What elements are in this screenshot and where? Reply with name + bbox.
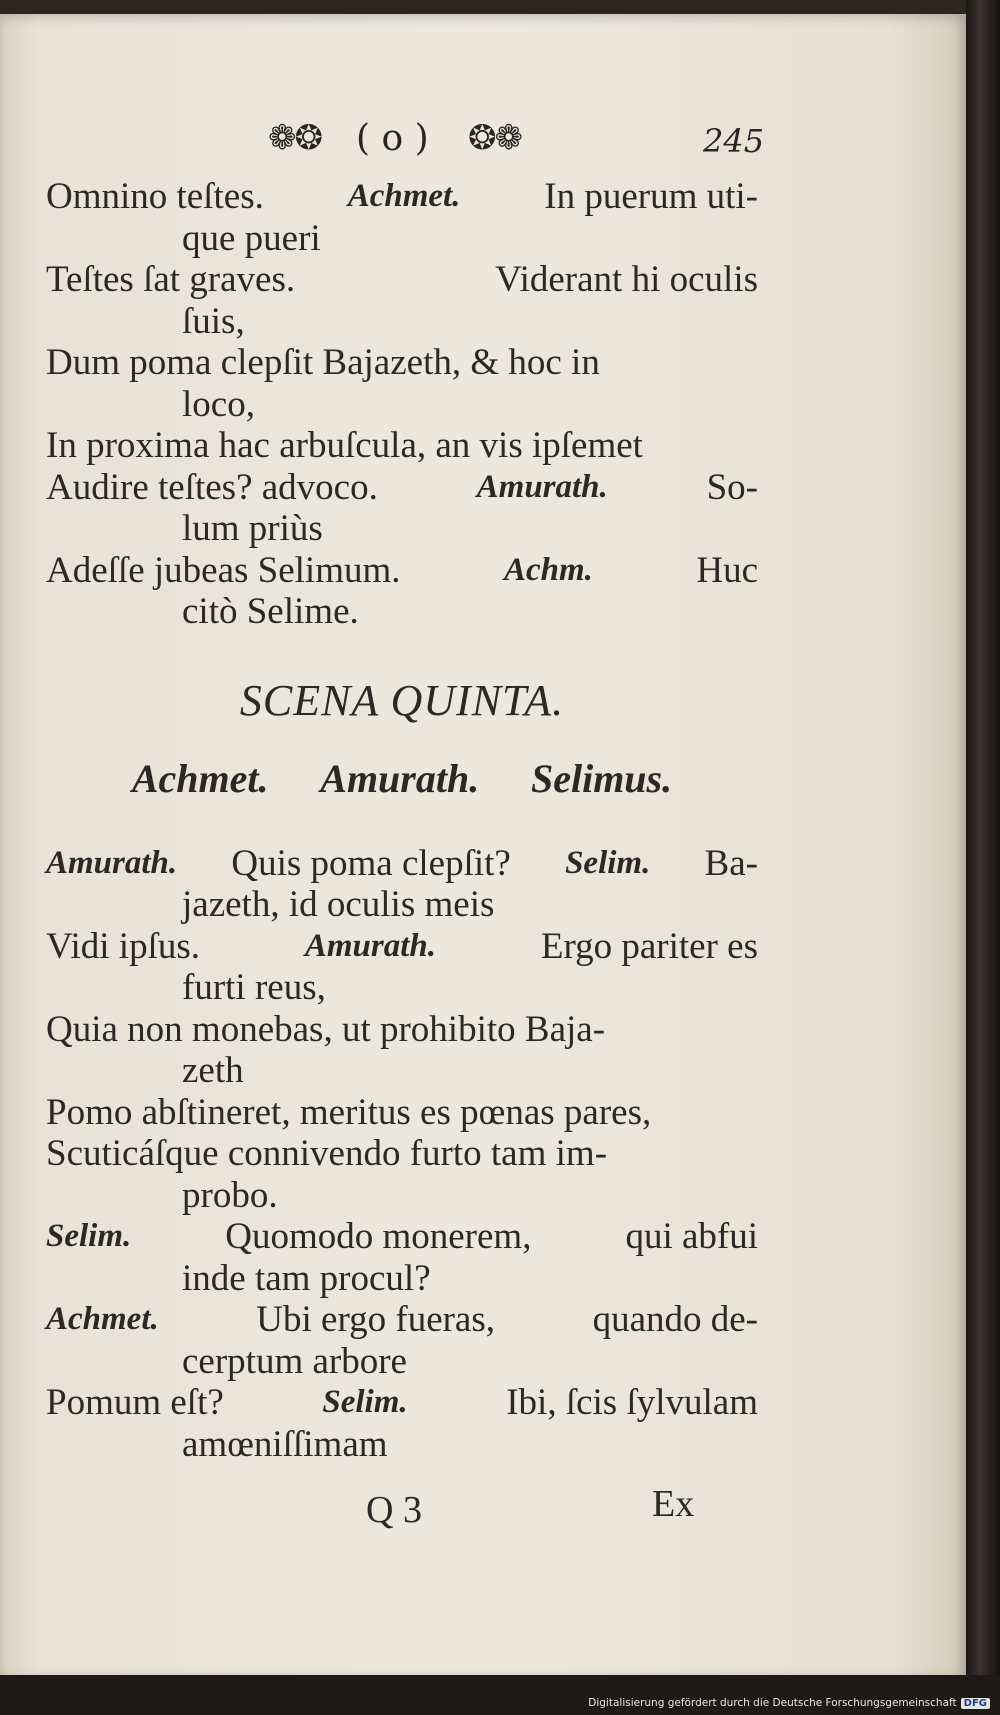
verse-line [46, 425, 758, 467]
digitization-credit [588, 1697, 990, 1709]
verse-line [46, 550, 758, 592]
speaker-name: Amurath. [46, 844, 178, 881]
verse-text: lum priùs [182, 508, 323, 549]
verse-text: Dum poma clepſit Bajazeth, & hoc in [46, 342, 600, 383]
verse-text: Pomum eſt? [46, 1382, 224, 1423]
header-ornament-left: ❁❂ [268, 118, 321, 158]
header-mark: ( o ) [356, 118, 429, 159]
verse-line [46, 342, 758, 384]
verse-text: Ubi ergo fueras, [256, 1299, 496, 1340]
verse-line [46, 1092, 758, 1134]
verse-text: Ibi, ſcis ſylvulam [506, 1382, 758, 1423]
page-header [0, 118, 966, 168]
verse-line [46, 259, 758, 301]
verse-text: inde tam procul? [182, 1257, 431, 1299]
verse-text: quando de- [592, 1299, 758, 1340]
verse-text: Scuticáſque connivendo furto tam im- [46, 1133, 608, 1174]
verse-line [46, 591, 758, 633]
verse-line [46, 1341, 758, 1383]
verse-line [46, 843, 758, 885]
speaker-name: Amurath. [304, 927, 437, 964]
verse-line [46, 1216, 758, 1258]
verse-line [46, 1424, 758, 1466]
dfg-logo: DFG [961, 1698, 990, 1709]
verse-text: Audire teſtes? advoco. [46, 466, 378, 508]
speaker-name: Selim. [322, 1384, 408, 1420]
verse-text: citò Selime. [182, 591, 359, 632]
verse-text: cerptum arbore [182, 1340, 407, 1382]
book-spine [966, 0, 1000, 1715]
verse-text: Adeſſe jubeas Selimum. [46, 549, 401, 591]
verse-text: qui abfui [625, 1216, 758, 1257]
speaker-name: Achm. [503, 551, 593, 588]
verse-line [46, 1050, 758, 1092]
verse-text: jazeth, id oculis meis [182, 884, 495, 925]
verse-line [46, 1009, 758, 1051]
verse-text: ſuis, [182, 300, 245, 342]
verse-line [46, 1382, 758, 1424]
verse-line [46, 967, 758, 1009]
verse-text: amœniſſimam [182, 1423, 388, 1465]
verse-text: Quia non monebas, ut prohibito Baja- [46, 1008, 606, 1050]
verse-text: probo. [182, 1174, 278, 1216]
verse-text: So- [706, 466, 758, 508]
verse-line [46, 384, 758, 426]
verse-line [46, 1175, 758, 1217]
verse-text: furti reus, [182, 967, 326, 1008]
verse-block-before [46, 176, 758, 633]
body-text [46, 176, 758, 1465]
verse-text: Ba- [704, 842, 758, 884]
verse-text: Huc [696, 549, 758, 591]
catchword: Ex [652, 1483, 695, 1525]
verse-text: Ergo pariter es [540, 925, 758, 967]
speaker-name: Selim. [565, 844, 651, 881]
speaker-name: Achmet. [46, 1301, 159, 1337]
verse-line [46, 301, 758, 343]
verse-line [46, 926, 758, 968]
scene-title: SCENA QUINTA. [239, 675, 565, 725]
verse-text: Pomo abſtineret, meritus es pœnas pares, [46, 1091, 652, 1133]
scan-bottom-band [0, 1675, 1000, 1715]
persona: Achmet. [131, 755, 269, 801]
verse-text: Viderant hi oculis [495, 259, 758, 300]
verse-line [46, 1299, 758, 1341]
verse-text: zeth [182, 1050, 244, 1091]
verse-text: Quis poma clepſit? [231, 842, 511, 884]
verse-line [46, 176, 758, 218]
page-number: 245 [703, 122, 765, 160]
verse-text: loco, [182, 383, 255, 425]
persona: Amurath. [320, 755, 480, 801]
page-footer [0, 1483, 966, 1536]
header-ornament-right: ❂❁ [468, 118, 521, 158]
verse-line [46, 1258, 758, 1300]
verse-line [46, 218, 758, 260]
verse-text: Omnino teſtes. [46, 176, 264, 217]
verse-block-after [46, 843, 758, 1466]
persona: Selimus. [530, 755, 673, 801]
verse-text: que pueri [182, 217, 321, 259]
verse-line [46, 467, 758, 509]
credit-text: Digitalisierung gefördert durch die Deutsche Forschungsgemeinschaft [588, 1697, 957, 1709]
speaker-name: Selim. [46, 1218, 132, 1254]
dramatis-personae [46, 755, 758, 843]
speaker-name: Achmet. [347, 178, 461, 214]
verse-text: Teſtes ſat graves. [46, 259, 296, 300]
verse-text: Vidi ipſus. [46, 925, 201, 967]
speaker-name: Amurath. [476, 468, 608, 505]
signature-mark: Q 3 [366, 1489, 422, 1531]
verse-line [46, 884, 758, 926]
verse-line [46, 1133, 758, 1175]
verse-text: In puerum uti- [544, 176, 758, 217]
verse-text: Quomodo monerem, [225, 1216, 532, 1257]
verse-text: In proxima hac arbuſcula, an vis ipſemet [46, 425, 643, 466]
verse-line [46, 508, 758, 550]
